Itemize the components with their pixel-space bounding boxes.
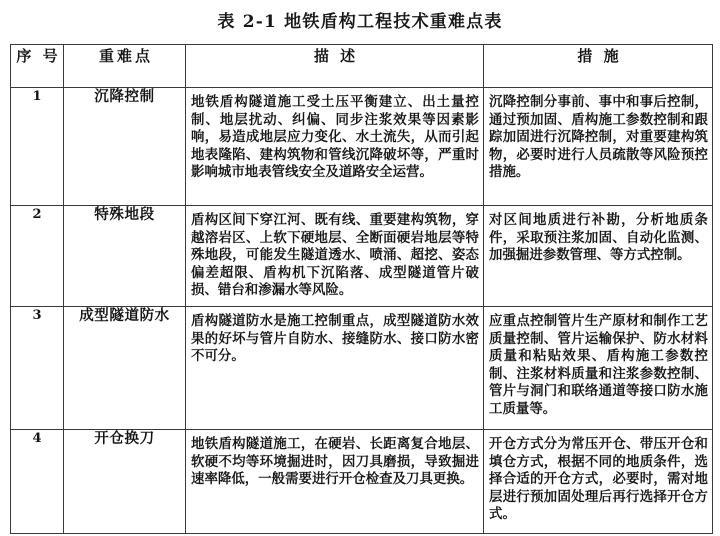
cell-description-text: 盾构区间下穿江河、既有线、重要建构筑物，穿越溶岩区、上软下硬地层、全断面硬岩地层等特殊地段，可能发生隧道透水、喷涌、超挖、姿态偏差超限、盾构机下沉陷落、成型隧道管片破损、错台和渗漏水等风险。: [191, 212, 479, 299]
cell-measure-text: 沉降控制分事前、事中和事后控制，通过预加固、盾构施工参数控制和跟踪加固进行沉降控制，对重要建构筑物，必要时进行人员疏散等风险预控措施。: [489, 94, 708, 181]
cell-measure: [484, 88, 713, 206]
table-title: 表 2-1 地铁盾构工程技术重难点表: [217, 12, 503, 32]
column-header-measure-label: 措 施: [577, 47, 622, 65]
cell-topic: 特殊地段: [64, 206, 186, 307]
cell-seq: 1: [11, 88, 64, 206]
table-row: [11, 429, 713, 533]
cell-seq: 4: [11, 429, 64, 533]
table-body: [11, 88, 713, 534]
cell-description: [186, 306, 484, 429]
cell-seq: 2: [11, 206, 64, 307]
cell-measure-text: 开仓方式分为常压开仓、带压开仓和填仓方式，根据不同的地质条件，选择合适的开仓方式，必要时，需对地层进行预加固处理后再行选择开仓方式。: [489, 435, 708, 523]
column-header-seq-label: 序 号: [16, 47, 61, 65]
cell-description: [186, 429, 484, 533]
column-header-topic: [64, 45, 186, 88]
cell-measure: [484, 306, 713, 429]
column-header-seq: [11, 45, 64, 88]
column-header-description: [186, 45, 484, 88]
cell-topic: 成型隧道防水: [64, 306, 186, 429]
table-header-row: [11, 45, 713, 88]
table-row: [11, 306, 713, 429]
table-row: [11, 206, 713, 307]
column-header-description-label: 描 述: [313, 47, 359, 65]
cell-description: [186, 88, 484, 206]
cell-description: [186, 206, 484, 307]
table-container: [10, 44, 712, 534]
cell-description-text: 地铁盾构隧道施工，在硬岩、长距离复合地层、软硬不均等环境掘进时，因刀具磨损，导致掘进速率降低，一般需要进行开仓检查及刀具更换。: [191, 435, 479, 488]
technical-difficulties-table: [10, 44, 713, 534]
table-row: [11, 88, 713, 206]
cell-description-text: 地铁盾构隧道施工受土压平衡建立、出土量控制、地层扰动、纠偏、同步注浆效果等因素影响，易造成地层应力变化、水土流失，从而引起地表隆陷、建构筑物和管线沉降破坏等，严重时影响城市地表管线安全及道路安全运营。: [191, 94, 479, 181]
cell-measure-text: 应重点控制管片生产原材和制作工艺质量控制、管片运输保护、防水材料质量和粘贴效果、盾构施工参数控制、注浆材料质量和注浆参数控制、管片与洞门和联络通道等接口防水施工质量等。: [489, 312, 708, 417]
cell-measure: [484, 429, 713, 533]
table-header: [11, 45, 713, 88]
column-header-topic-label: 重难点: [98, 47, 153, 65]
cell-measure: [484, 206, 713, 307]
cell-description-text: 盾构隧道防水是施工控制重点，成型隧道防水效果的好坏与管片自防水、接缝防水、接口防水密不可分。: [191, 312, 479, 365]
cell-topic: 沉降控制: [64, 88, 186, 206]
cell-seq: 3: [11, 306, 64, 429]
cell-measure-text: 对区间地质进行补勘，分析地质条件，采取预注浆加固、自动化监测、加强掘进参数管理、等方式控制。: [489, 212, 708, 264]
cell-topic: 开仓换刀: [64, 429, 186, 533]
column-header-measure: [484, 45, 713, 88]
